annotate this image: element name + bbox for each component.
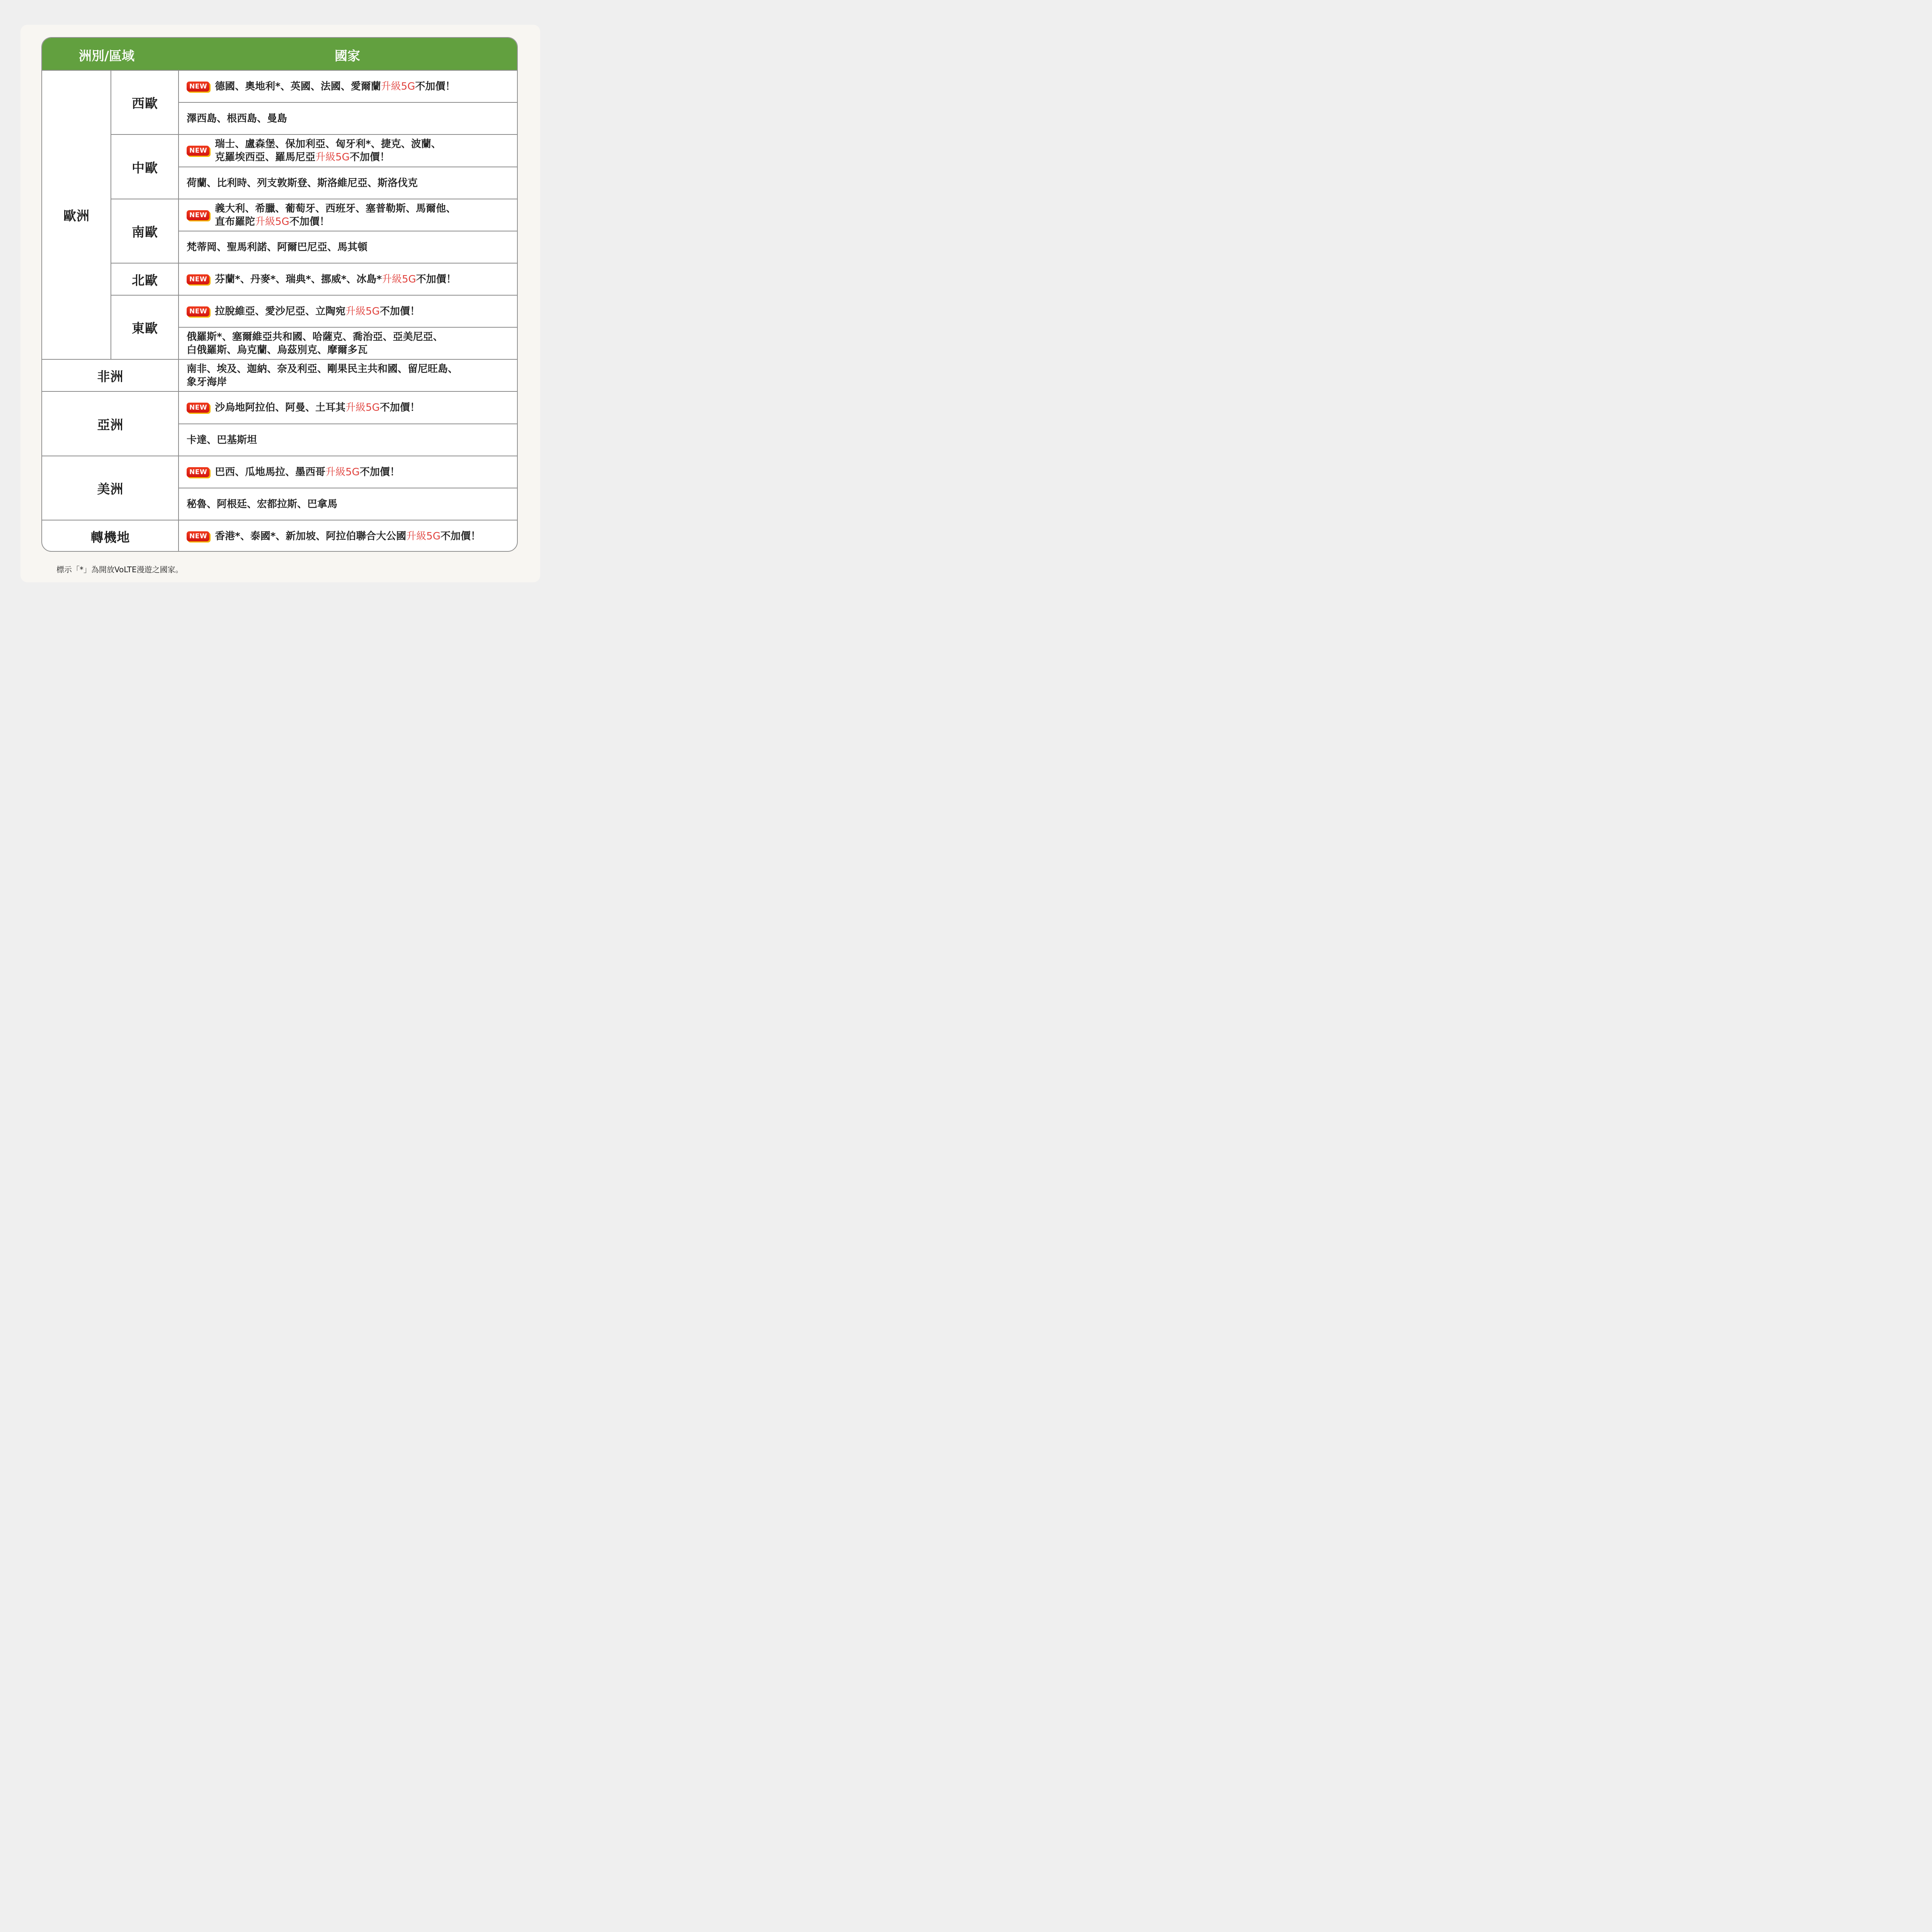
row-central-new	[179, 135, 518, 167]
country-list: 沙烏地阿拉伯、阿曼、土耳其升級5G不加價！	[215, 402, 420, 413]
country-list: 巴西、瓜地馬拉、墨西哥升級5G不加價！	[215, 466, 400, 478]
header-country: 國家	[335, 48, 360, 63]
upgrade-5g-text: 升級5G	[406, 530, 440, 542]
row-americas-new	[179, 456, 518, 488]
country-list: 拉脫維亞、愛沙尼亞、立陶宛升級5G不加價！	[215, 305, 420, 317]
row-asia-other	[179, 424, 518, 456]
table-header	[42, 38, 518, 70]
row-asia-new	[179, 392, 518, 423]
row-east-other	[179, 328, 518, 359]
region-southern-europe: 南歐	[132, 224, 158, 240]
country-list: 德國、奧地利*、英國、法國、愛爾蘭升級5G不加價！	[215, 80, 456, 92]
footnote: 標示「*」為開放VoLTE漫遊之國家。	[56, 565, 183, 574]
country-list: 梵蒂岡、聖馬利諾、阿爾巴尼亞、馬其頓	[187, 241, 368, 253]
region-western-europe: 西歐	[132, 95, 158, 111]
upgrade-5g-text: 升級5G	[382, 273, 416, 285]
upgrade-5g-text: 升級5G	[325, 466, 360, 478]
country-list: 義大利、希臘、葡萄牙、西班牙、塞普勒斯、馬爾他、 直布羅陀升級5G不加價！	[215, 202, 456, 228]
new-badge: NEW	[187, 306, 209, 316]
region-americas: 美洲	[97, 481, 124, 497]
region-central-europe: 中歐	[132, 160, 158, 175]
header-region: 洲別/區域	[79, 48, 135, 63]
row-central-other	[179, 167, 518, 199]
region-africa: 非洲	[97, 369, 124, 384]
country-list: 荷蘭、比利時、列支敦斯登、斯洛維尼亞、斯洛伐克	[187, 177, 418, 189]
new-badge: NEW	[187, 403, 209, 413]
country-list: 香港*、泰國*、新加坡、阿拉伯聯合大公國升級5G不加價！	[215, 530, 481, 542]
row-americas-other	[179, 488, 518, 520]
row-north-new	[179, 264, 518, 295]
new-badge: NEW	[187, 210, 209, 220]
row-west-other	[179, 103, 518, 134]
new-badge: NEW	[187, 274, 209, 284]
new-badge: NEW	[187, 82, 209, 92]
country-list: 瑞士、盧森堡、保加利亞、匈牙利*、捷克、波蘭、 克羅埃西亞、羅馬尼亞升級5G不加價！	[215, 138, 441, 163]
upgrade-5g-text: 升級5G	[345, 402, 380, 413]
new-badge: NEW	[187, 146, 209, 156]
upgrade-5g-text: 升級5G	[255, 216, 289, 228]
row-west-new	[179, 71, 518, 102]
country-list: 澤西島、根西島、曼島	[187, 112, 287, 124]
region-asia: 亞洲	[97, 417, 124, 432]
region-eastern-europe: 東歐	[132, 321, 158, 336]
new-badge: NEW	[187, 467, 209, 477]
country-list: 卡達、巴基斯坦	[187, 434, 257, 446]
country-list: 芬蘭*、丹麥*、瑞典*、挪威*、冰島*升級5G不加價！	[215, 273, 456, 285]
country-list: 南非、埃及、迦納、奈及利亞、剛果民主共和國、留尼旺島、 象牙海岸	[187, 363, 458, 388]
row-africa	[179, 360, 518, 391]
region-transit: 轉機地	[90, 530, 130, 545]
upgrade-5g-text: 升級5G	[381, 80, 415, 92]
upgrade-5g-text: 升級5G	[315, 151, 350, 163]
region-northern-europe: 北歐	[132, 272, 158, 288]
new-badge: NEW	[187, 531, 209, 541]
row-east-new	[179, 296, 518, 327]
row-transit-new	[179, 520, 518, 552]
roaming-country-table	[41, 37, 518, 552]
upgrade-5g-text: 升級5G	[345, 305, 380, 317]
row-south-other	[179, 231, 518, 263]
country-list: 俄羅斯*、塞爾維亞共和國、哈薩克、喬治亞、亞美尼亞、 白俄羅斯、烏克蘭、烏茲別克、摩爾多瓦	[187, 331, 443, 356]
country-list: 秘魯、阿根廷、宏都拉斯、巴拿馬	[187, 498, 338, 510]
row-south-new	[179, 199, 518, 231]
region-europe: 歐洲	[63, 208, 90, 223]
